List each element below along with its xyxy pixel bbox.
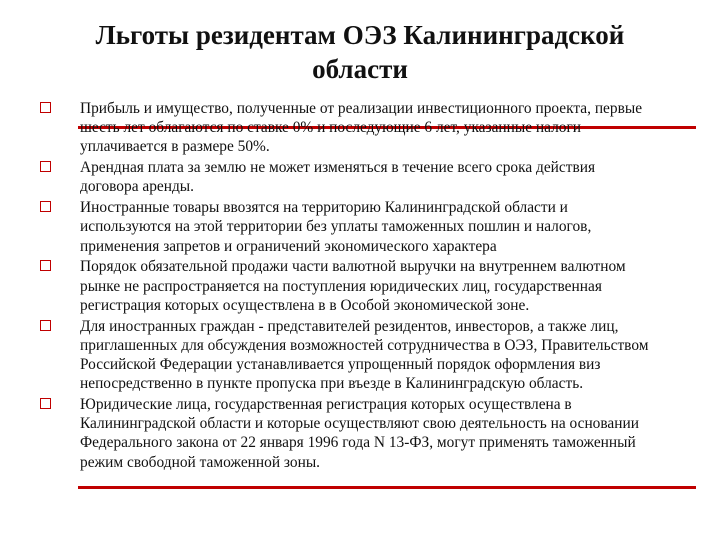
list-item-text: Для иностранных граждан - представителей резидентов, инвесторов, а также лиц, приглашенных для обсуждения возможностей сотрудничества в ОЭЗ, Правительством Российской Федерации устанавливается упрощенный порядок оформления виз непосредственно в пункте пропуска при въезде в Калининградскую область. (80, 317, 649, 393)
list-item-text: Иностранные товары ввозятся на территорию Калининградской области и используются на этой территории без уплаты таможенных пошлин и налогов, применения запретов и ограничений экономического характера (80, 199, 592, 255)
hollow-square-bullet-icon (40, 320, 51, 331)
hollow-square-bullet-icon (40, 161, 51, 172)
list-item (0, 395, 670, 472)
list-item (0, 99, 670, 157)
hollow-square-bullet-icon (40, 398, 51, 409)
list-item-text: Арендная плата за землю не может изменяться в течение всего срока действия договора аренды. (80, 159, 596, 196)
list-item (0, 158, 670, 196)
benefits-list (0, 99, 720, 473)
list-item (0, 198, 670, 256)
hollow-square-bullet-icon (40, 102, 51, 113)
list-item (0, 317, 670, 394)
slide-title: Льготы резидентам ОЭЗ Калининградской области (95, 20, 625, 84)
list-item (0, 257, 670, 315)
hollow-square-bullet-icon (40, 201, 51, 212)
list-item-text: Прибыль и имущество, полученные от реализации инвестиционного проекта, первые шесть лет облагаются по ставке 0% и последующие 6 лет, указанные налоги уплачивается в размере 50%. (80, 100, 643, 156)
list-item-text: Юридические лица, государственная регистрация которых осуществлена в Калининградской области и которые осуществляют свою деятельность на основании Федерального закона от 22 января 1996 года N 13-ФЗ, могут применять таможенный режим свободной таможенной зоны. (80, 396, 639, 471)
divider-rule-bottom (78, 486, 696, 489)
hollow-square-bullet-icon (40, 260, 51, 271)
list-item-text: Порядок обязательной продажи части валютной выручки на внутреннем валютном рынке не распространяется на поступления юридических лиц, государственная регистрация которых осуществлена в в Особой экономической зоне. (80, 258, 626, 314)
